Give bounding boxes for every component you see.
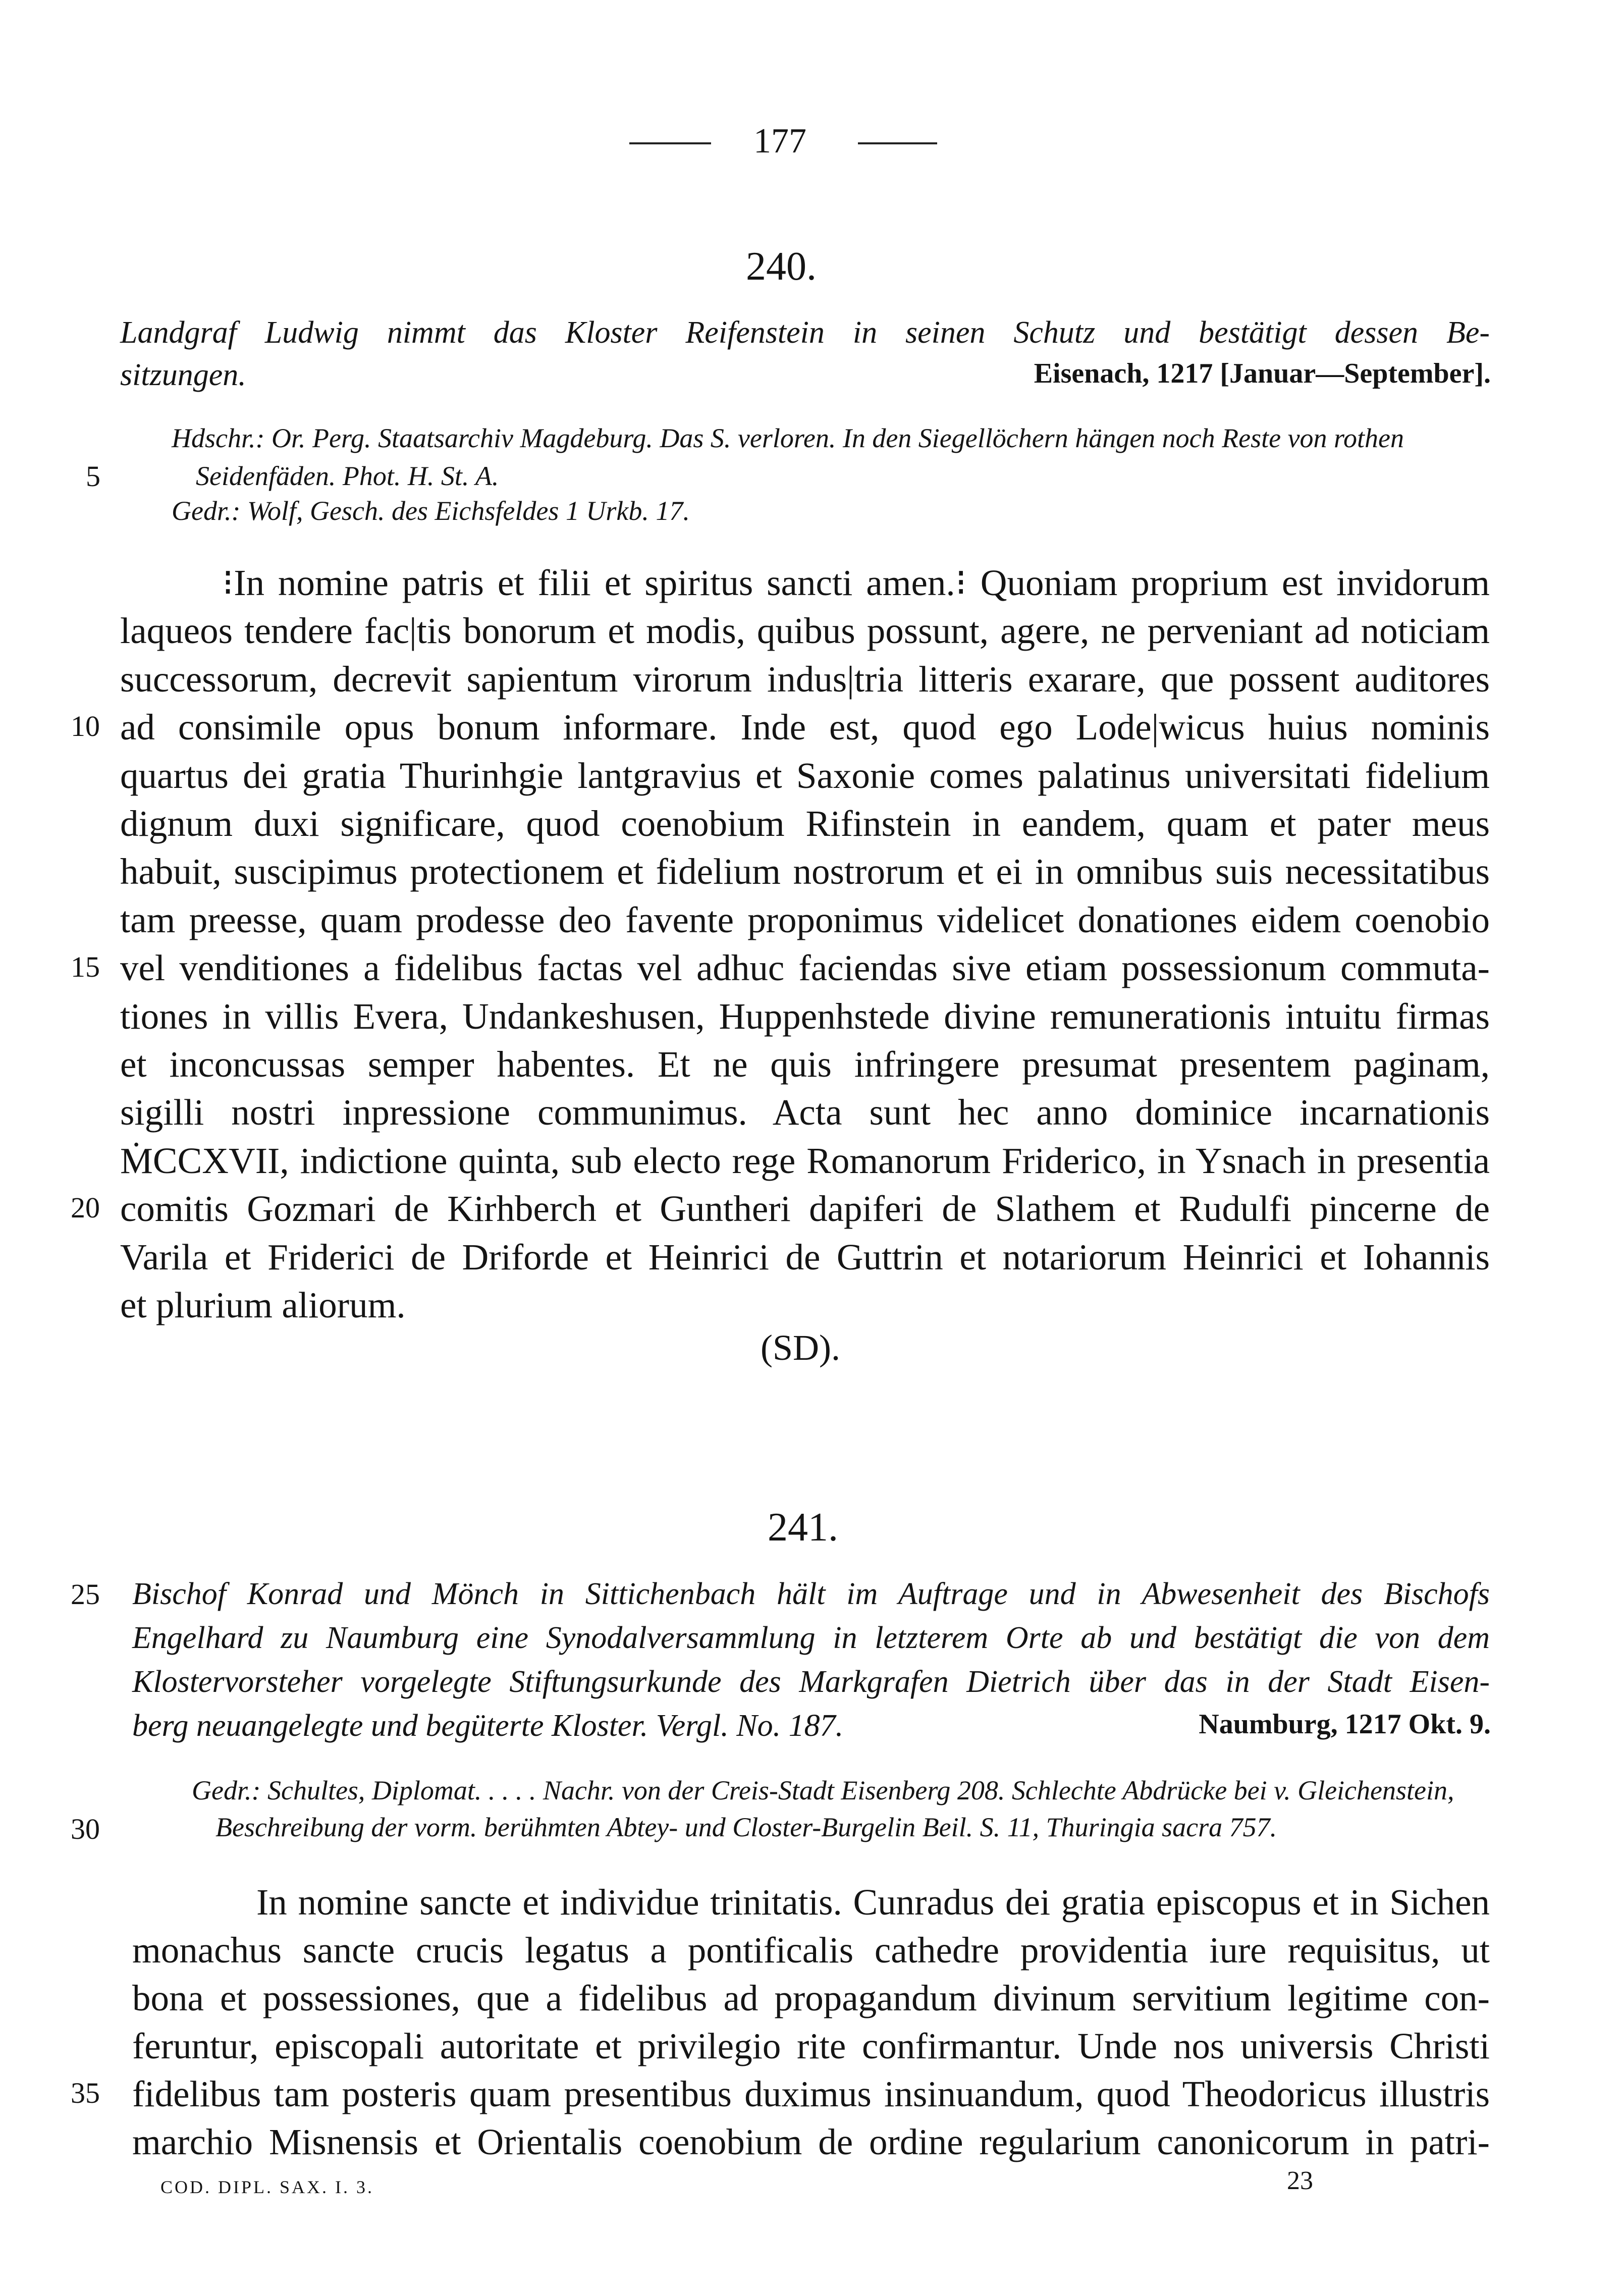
margin-line-number: 5 bbox=[86, 460, 100, 493]
footer-sheet-number: 23 bbox=[1287, 2166, 1313, 2195]
doc-241-place-date: Naumburg, 1217 Okt. 9. bbox=[1199, 1709, 1491, 1740]
doc-240-text-line: et plurium aliorum. bbox=[120, 1285, 406, 1325]
doc-240-source-line: Gedr.: Wolf, Gesch. des Eichsfeldes 1 Urkb. 17. bbox=[172, 496, 690, 526]
doc-241-regest-line: berg neuangelegte und begüterte Kloster. Vergl. No. 187. bbox=[132, 1709, 844, 1743]
doc-240-text-line: comitis Gozmari de Kirhberch et Guntheri dapiferi de Slathem et Rudulfi pincerne de bbox=[120, 1188, 1490, 1229]
doc-240-text-line: ⁝In nomine patris et filii et spiritus sancti amen.⁝ Quoniam proprium est invidorum bbox=[222, 562, 1490, 603]
doc-240-text-line: quartus dei gratia Thurinhgie lantgravius et Saxonie comes palatinus universitati fidelium bbox=[120, 755, 1490, 796]
margin-line-number: 15 bbox=[71, 950, 100, 983]
margin-line-number: 35 bbox=[71, 2077, 100, 2109]
doc-240-text-line: tiones in villis Evera, Undankeshusen, Huppenhstede divine remunerationis intuitu firmas bbox=[120, 996, 1490, 1037]
header-rule-left bbox=[629, 142, 711, 144]
doc-241-regest-line: Bischof Konrad und Mönch in Sittichenbach hält im Auftrage und in Abwesenheit des Bischofs bbox=[132, 1577, 1490, 1611]
doc-241-regest-line: Engelhard zu Naumburg eine Synodalversammlung in letzterem Orte ab und bestätigt die von dem bbox=[132, 1621, 1490, 1655]
margin-line-number: 10 bbox=[71, 710, 100, 742]
doc-240-text-line: laqueos tendere fac|tis bonorum et modis, quibus possunt, agere, ne perveniant ad noticiam bbox=[120, 610, 1490, 651]
margin-line-number: 30 bbox=[71, 1813, 100, 1845]
doc-241-text-line: marchio Misnensis et Orientalis coenobium de ordine regularium canonicorum in patri- bbox=[132, 2121, 1490, 2162]
page-number: 177 bbox=[753, 122, 806, 161]
doc-241-text-line: bona et possessiones, que a fidelibus ad propagandum divinum servitium legitime con- bbox=[132, 1978, 1490, 2018]
doc-241-source-line: Gedr.: Schultes, Diplomat. . . . . Nachr. von der Creis-Stadt Eisenberg 208. Schlechte Abdrücke bei v. Gleichenstein, bbox=[192, 1775, 1454, 1805]
doc-240-text-line: successorum, decrevit sapientum virorum indus|tria litteris exarare, que possent auditores bbox=[120, 659, 1490, 700]
header-rule-right bbox=[858, 142, 937, 144]
doc-240-text-line: vel venditiones a fidelibus factas vel adhuc faciendas sive etiam possessionum commuta- bbox=[120, 947, 1490, 988]
doc-240-text-line: sigilli nostri inpressione communimus. Acta sunt hec anno dominice incarnationis bbox=[120, 1092, 1490, 1133]
doc-240-place-date: Eisenach, 1217 [Januar—September]. bbox=[1034, 358, 1491, 389]
doc-240-source-line: Hdschr.: Or. Perg. Staatsarchiv Magdeburg. Das S. verloren. In den Siegellöchern hängen noch Reste von rothen bbox=[172, 423, 1404, 453]
doc-240-source-line: Seidenfäden. Phot. H. St. A. bbox=[196, 461, 499, 491]
doc-240-text-line: ṀCCXVII, indictione quinta, sub electo rege Romanorum Friderico, in Ysnach in presentia bbox=[120, 1140, 1490, 1181]
doc-241-source-line: Beschreibung der vorm. berühmten Abtey- und Closter-Burgelin Beil. S. 11, Thuringia sacra 757. bbox=[215, 1812, 1277, 1842]
doc-240-number: 240. bbox=[746, 244, 817, 289]
doc-240-text-line: et inconcussas semper habentes. Et ne quis infringere presumat presentem paginam, bbox=[120, 1044, 1490, 1085]
doc-240-regest-line: Landgraf Ludwig nimmt das Kloster Reifenstein in seinen Schutz und bestätigt dessen Be- bbox=[120, 315, 1490, 350]
doc-240-seal: (SD). bbox=[761, 1327, 840, 1368]
doc-241-text-line: monachus sancte crucis legatus a pontificalis cathedre providentia iure requisitus, ut bbox=[132, 1930, 1490, 1971]
doc-241-text-line: fidelibus tam posteris quam presentibus duximus insinuandum, quod Theodoricus illustris bbox=[132, 2074, 1490, 2114]
doc-241-number: 241. bbox=[768, 1505, 838, 1550]
doc-241-text-line: In nomine sancte et individue trinitatis. Cunradus dei gratia episcopus et in Sichen bbox=[256, 1882, 1490, 1923]
doc-241-text-line: feruntur, episcopali autoritate et privilegio rite confirmantur. Unde nos universis Christi bbox=[132, 2026, 1490, 2066]
doc-240-text-line: habuit, suscipimus protectionem et fidelium nostrorum et ei in omnibus suis necessitatibus bbox=[120, 851, 1490, 892]
doc-241-regest-line: Klostervorsteher vorgelegte Stiftungsurkunde des Markgrafen Dietrich über das in der Stadt Eisen- bbox=[132, 1665, 1490, 1699]
doc-240-text-line: ad consimile opus bonum informare. Inde est, quod ego Lode|wicus huius nominis bbox=[120, 707, 1490, 748]
doc-240-text-line: dignum duxi significare, quod coenobium Rifinstein in eandem, quam et pater meus bbox=[120, 803, 1490, 844]
doc-240-text-line: Varila et Friderici de Driforde et Heinrici de Guttrin et notariorum Heinrici et Iohannis bbox=[120, 1237, 1490, 1278]
footer-signature: COD. DIPL. SAX. I. 3. bbox=[160, 2177, 374, 2197]
margin-line-number: 25 bbox=[71, 1578, 100, 1611]
doc-240-text-line: tam preesse, quam prodesse deo favente proponimus videlicet donationes eidem coenobio bbox=[120, 899, 1490, 940]
doc-240-regest-line: sitzungen. bbox=[120, 358, 246, 392]
margin-line-number: 20 bbox=[71, 1191, 100, 1224]
